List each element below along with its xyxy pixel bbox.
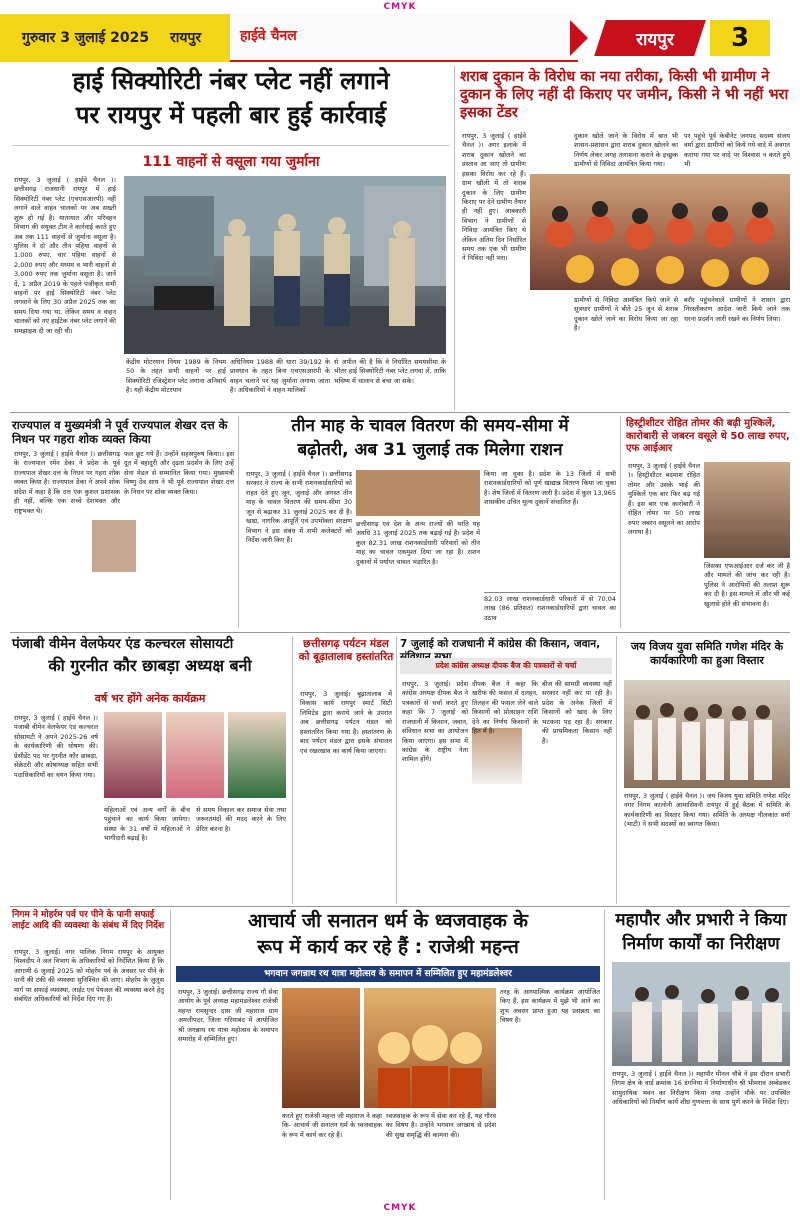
story-tomar-headline: हिस्ट्रीशीटर रोहित तोमर की बढ़ी मुश्किलें, कारोबारी से जबरन वसूले थे 50 लाख रुपए, एफ आईआर [626, 418, 790, 454]
story-liquor-photo [530, 174, 790, 290]
print-mark-bottom: CMYK [383, 1203, 417, 1213]
story-rice-photo [356, 470, 480, 516]
story-hsrp-headline-2: पर रायपुर में पहली बार हुई कार्रवाई [75, 101, 387, 129]
story-hsrp-subhead: 111 वाहनों से वसूला गया जुर्माना [142, 154, 320, 170]
story-rice-body-col2: छत्तीसगढ़ एवं देश के अन्य राज्यों की भांति यह अवधि 31 जुलाई 2025 तक बढ़ाई गई है। प्रदेश में कुल 82.31 लाख राशनकार्डधारी परिवारों को तीन माह का चावल एकमुश्त दिया जा रहा है। राशन दुकानों में पर्याप्त चावल भंडारित है। [356, 520, 480, 566]
header-city-tag-label: रायपुर [636, 30, 674, 50]
story-governor-headline: राज्यपाल व मुख्यमंत्री ने पूर्व राज्यपाल शेखर दत्त के निधन पर गहरा शोक व्यक्त किया [12, 418, 228, 447]
story-rice-headline-2: बढ़ोतरी, अब 31 जुलाई तक मिलेगा राशन [297, 440, 563, 460]
story-rajeshri-headline-2: रूप में कार्य कर रहे हैं : राजेश्री महन्त [257, 936, 519, 958]
story-hsrp-headline-block [12, 66, 450, 146]
story-ganesh-body: रायपुर, 3 जुलाई ( हाईवे चैनल )। जय विजय युवा समिति गणेश मंदिर नगर निगम कालोनी आमासिवनी रायपुर में हुई बैठक में समिति के कार्यकारिणी का विस्तार किया गया। समिति के अध्यक्ष नीलकांत वर्मा (भाटी) ने सभी सदस्यों का स्वागत किया। [624, 792, 790, 829]
story-rajeshri-subhead: भगवान जगन्नाथ रथ यात्रा महोत्सव के समापन में सम्मिलित हुए महामंडलेश्वर [176, 966, 600, 982]
column-divider [396, 636, 397, 904]
story-congress-headline: 7 जुलाई को राजधानी में कांग्रेस की किसान, जवान, [400, 638, 601, 650]
story-congress-subhead: प्रदेश कांग्रेस अध्यक्ष दीपक बैज की पत्रकारों से चर्चा [400, 658, 612, 674]
story-rajeshri-body-col1: रायपुर, 3 जुलाई। छत्तीसगढ़ राज्य गौ सेवा आयोग के पूर्व अध्यक्ष महामंडलेश्वर राजेश्री महन्त रामसुन्दर दास जी महाराज ग्राम अमलीपदर, जिला गरियाबंद में आयोजित श्री जगन्नाथ रथ यात्रा महोत्सव के समापन समारोह में सम्मिलित हुए। [178, 988, 278, 1044]
story-rajeshri-body-col2: करते हुए राजेश्री महन्त जी महाराज ने कहा कि- आचार्य जी सनातन धर्म के ध्वजवाहक के रूप में कार्य कर रहे हैं। [282, 1112, 382, 1139]
story-smartcity-headline: छत्तीसगढ़ पर्यटन मंडल को बूढ़ातालाब हस्तांतरित [298, 638, 394, 664]
header-brand-logo: हाईवे चैनल [240, 28, 297, 44]
section-divider [10, 906, 790, 907]
story-mayor-headline-1: महापौर और प्रभारी ने किया [615, 910, 787, 930]
header-city: रायपुर [170, 30, 202, 46]
header-arrow-icon [570, 20, 588, 56]
story-punjabi-body-col1: रायपुर, 3 जुलाई ( हाईवे चैनल )। पंजाबी वीमेन वेलफेयर एंड कल्चरल सोसायटी ने अपने 2025-26 वर्ष के कार्यकारिणी की घोषणा की। प्रेसीडेंट पद पर गुरनीत कौर छाबड़ा, सेक्रेटरी और कोषाध्यक्ष सहित सभी पदाधिकारियों का चयन किया गया। [14, 714, 98, 779]
column-divider [170, 910, 171, 1200]
story-water-headline: निगम ने मोहर्रम पर्व पर पीने के पानी सफाई लाईट आदि की व्यवस्था के संबंध में दिए निर्देश [12, 910, 165, 932]
column-divider [604, 910, 605, 1200]
story-smartcity-body: रायपुर, 3 जुलाई। बूढ़ातालाब में विकास कार्य रायपुर स्मार्ट सिटी लिमिटेड द्वारा कराये जाने के उपरांत अब छत्तीसगढ़ पर्यटन मंडल को हस्तांतरित किया गया है। हस्तांतरण के बाद पर्यटन मंडल द्वारा इसके संचालन एवं रखरखाव का कार्य किया जाएगा। [300, 690, 392, 755]
story-rajeshri-photo-1 [282, 988, 360, 1108]
section-divider [10, 632, 790, 633]
story-liquor-body-lower2: बरौर पहुंचनेवाले ग्रामीणों ने शासन द्वारा निरस्तीकरण आदेश जारी किये जाने तक धरना प्रदर्शन जारी रखने का निर्णय लिया। [684, 296, 790, 323]
column-divider [620, 416, 621, 628]
column-divider [292, 636, 293, 904]
story-hsrp-photo-graphic [124, 176, 446, 354]
story-punjabi-body-col2: महिलाओं एवं अन्य वर्गों के बीच पहुंचाने का कार्य किया जायेगा। संस्था के 31 वर्षों में महिलाओं ने भागीदारी बढ़ाई है। [104, 806, 190, 843]
page-header [0, 14, 800, 62]
story-punjabi-portrait-2 [166, 712, 224, 798]
story-punjabi-portrait-3 [228, 712, 286, 798]
story-liquor-photo-graphic [530, 174, 790, 290]
story-rice-table-row: 82.03 लाख राशनकार्डधारी परिवारों में से 70.04 लाख (86 प्रतिशत) राशनकार्डधारियों द्वारा चावल का उठाव [484, 592, 616, 628]
story-punjabi-body-col3: से समय निकाल कर समाज सेवा तथा जरूरतमंदों की मदद करने के लिए प्रेरित करना है। [196, 806, 286, 833]
story-water-body: रायपुर, 3 जुलाई। नगर पालिक निगम रायपुर के आयुक्त विश्वदीप ने जल विभाग के अधिकारियों को निर्देशित किया है कि आगामी 6 जुलाई 2025 को मोहर्रम पर्व के अवसर पर पीने के पानी की टंकी की व्यवस्था सुनिश्चित की जाए। मोहर्रम के जुलूस मार्ग पर सफाई व्यवस्था, लाईट एवं पेयजल की व्यवस्था करने हेतु संबंधित अधिकारियों को निर्देश दिए गए हैं। [14, 948, 164, 1004]
column-divider [454, 66, 455, 410]
story-rajeshri-body-col3: ध्वजवाहक के रूप में सेवा कर रहे हैं, यह गौरव का विषय है। उन्होंने भगवान जगन्नाथ से प्रदेश की सुख समृद्धि की कामना की। [386, 1112, 496, 1139]
story-punjabi-subhead: वर्ष भर होंगे अनेक कार्यक्रम [60, 690, 240, 708]
story-governor-body-col2: फल छूट गये हैं। उन्होंने सहस्रपुरुष किया।। इस दूत में बहादुरी और दृढ़ता प्रदर्शन के लिए उन्हें सेना मेडल से सम्मानित किया गया। मुख्यमंत्री विष्णु देव साय ने भी पूर्व राज्यपाल शेखर दत्त के निधन पर शोक व्यक्त किया। [124, 450, 234, 496]
column-divider [238, 416, 239, 628]
story-governor-portrait [92, 520, 136, 572]
section-divider [10, 412, 790, 413]
story-ganesh-headline: जय विजय युवा समिति गणेश मंदिर के कार्यकारिणी का हुआ विस्तार [630, 640, 784, 667]
story-congress-body-col2: दीपक बैज ने कहा कि खरीफ की फसल में दलहन, तिलहन की फसल लेने वाले किसानों को प्रोत्साहन राशि देने का निर्णय किसानों के हित में है। [472, 680, 538, 736]
story-congress-body-col1: रायपुर, 3 जुलाई। प्रदेश कांग्रेस अध्यक्ष दीपक बैज ने पत्रकारों से चर्चा करते हुए कहा कि 7 जुलाई को राजधानी में किसान, जवान, संविधान सभा का आयोजन किया जाएगा। इस सभा में कांग्रेस के राष्ट्रीय नेता शामिल होंगे। [402, 680, 468, 764]
story-liquor-body-col1: रायपुर, 3 जुलाई ( हाईवे चैनल )। अगर इलाके में शराब दुकान खोलने का प्रस्ताव आ जाए तो ग्रामीण इसका विरोध कर रहे हैं। ग्राम खौली में तो शराब दुकान के लिए ग्रामीण किराए पर देने ग्रामीण तैयार ही नहीं हुए। आबकारी विभाग ने ग्रामीणों से निविदा आमंत्रित किए थे लेकिन अंतिम दिन निर्धारित समय तक एक भी ग्रामीण ने निविदा नहीं भरा। [462, 132, 526, 263]
story-tomar-portrait [704, 462, 790, 558]
story-liquor-headline: शराब दुकान के विरोध का नया तरीका, किसी भी ग्रामीण ने दुकान के लिए नहीं दी किराए पर जमीन, किसी ने भी नहीं भरा इसका टेंडर [460, 69, 789, 122]
story-hsrp-body-col1: रायपुर, 3 जुलाई ( हाईवे चैनल )। छत्तीसगढ़ राजधानी रायपुर में हाई सिक्योरिटी नंबर प्लेट (एचएसआरपी) नहीं लगाने वाले वाहन चालकों पर अब सख्ती शुरू हो गई है। यातायात और परिवहन विभाग की संयुक्त टीम ने कार्रवाई करते हुए अब तक 111 वाहनों से जुर्माना वसूला है। पुलिस ने दो और तीन पहिया वाहनों से 1,000 रुपए, चार पहिया वाहनों से 2,000 रुपए और मध्यम व भारी वाहनों से 3,000 रुपए तक जुर्माना वसूला है। जानें दें, 1 अप्रैल 2019 के पहले पंजीकृत सभी वाहनों पर हाई सिक्योरिटी नंबर प्लेट लगवाने के लिए 30 अप्रैल 2025 तक का समय दिया गया था, लेकिन समय व वाहन चालकों को नए हाईटेक नंबर प्लेट लगाने की समझाइश दी जा रही थी। [14, 176, 116, 335]
story-rice-headline-1: तीन माह के चावल वितरण की समय-सीमा में [291, 416, 569, 436]
story-hsrp-photo [124, 176, 446, 354]
print-mark-top: CMYK [383, 2, 417, 12]
story-rice-body-col3: किया जा चुका है। प्रदेश के 13 जिलों में सभी राशनकार्डधारियों को पूर्ण खाद्यान्न वितरण किया जा चुका है। शेष जिलों में वितरण जारी है। प्रदेश में कुल 13,965 शासकीय उचित मूल्य दुकानें संचालित हैं। [484, 470, 616, 507]
story-mayor-photo-graphic [612, 962, 790, 1066]
story-punjabi-portrait-1 [104, 712, 162, 798]
story-rajeshri-photo-2 [364, 988, 496, 1108]
header-date: गुरुवार 3 जुलाई 2025 [22, 30, 150, 46]
story-liquor-body-col3: पर पहुंचे पूर्व केबीनेट जनपद सदस्य संजय वर्मा द्वारा ग्रामीणों को किये गये वादे में अवगत कराया गया पर वादे पर विश्वास न करते हुये भी [684, 132, 790, 169]
story-punjabi-headline-1: पंजाबी वीमेन वेलफेयर एंड कल्चरल सोसायटी [12, 636, 234, 652]
story-rice-body-col1: रायपुर, 3 जुलाई ( हाईवे चैनल )। छत्तीसगढ़ सरकार ने राज्य के सभी राशनकार्डधारियों को राहत देते हुए जून, जुलाई और अगस्त तीन माह के चावल वितरण की समय-सीमा 30 जून से बढ़ाकर 31 जुलाई 2025 कर दी है। खाद्य, नागरिक आपूर्ति एवं उपभोक्ता संरक्षण विभाग ने इस संबंध में सभी कलेक्टरों को निर्देश जारी किए हैं। [246, 470, 352, 544]
story-ganesh-photo [624, 680, 790, 788]
story-mayor-photo [612, 962, 790, 1066]
story-rajeshri-body-col4: तरह के आध्यात्मिक कार्यक्रम आयोजित किए हैं, इस कार्यक्रम में मुझे भी आने का शुभ अवसर प्राप्त हुआ यह प्रसन्नता का विषय है। [500, 988, 600, 1025]
story-tomar-body-col2: जिसका एफआईआर दर्ज कर ली है और मामले की जांच कर रही है। पुलिस ने आरोपियों की तलाश शुरू कर दी है। इस मामले में और भी कई खुलासे होने की संभावना है। [704, 562, 790, 608]
story-tomar-body-col1: रायपुर, 3 जुलाई ( हाईवे चैनल )। हिस्ट्रीशीटर बदमाश रोहित तोमर और उसके भाई की मुश्किलें एक बार फिर बढ़ गई हैं। इस बार एक कारोबारी ने रोहित तोमर पर 50 लाख रुपए जबरन वसूलने का आरोप लगाया है। [628, 462, 700, 536]
story-hsrp-body-col3: अधिनियम 1988 की धारा 39/192 के प्रावधान के तहत बिना एचएसआरपी के वाहन चलाने पर यह जुर्माना लगाया जाता है। अधिकारियों ने वाहन मालिकों [230, 358, 330, 395]
story-congress-body-col3: बीज की सामग्री व्यवस्था नहीं सरकार नहीं कर पा रही है। प्रदेश के अनेक जिलों में किसानों को खाद के लिए भटकना पड़ रहा है। सरकार की प्राथमिकता किसान नहीं है। [542, 680, 612, 745]
story-governor-body-col1: रायपुर, 3 जुलाई ( हाईवे चैनल )। छत्तीसगढ़ के राज्यपाल रमेन डेका ने प्रदेश के पूर्व राज्यपाल शेखर दत्त के निधन पर गहरा शोक व्यक्त किया है। राज्यपाल डेका ने अपने शोक संदेश में कहा है कि दत्त एक कुशल प्रशासक ही नहीं, बल्कि एक सच्चे देशभक्त और राष्ट्रभक्त थे। [14, 450, 120, 515]
story-liquor-body-lower1: ग्रामीणों से निविदा आमंत्रित किये जाने से सूत्रधार ग्रामीणों ने बीते 25 जून से शराब दुकान खोले जाने का विरोध किया जा रहा है। [574, 296, 678, 333]
story-hsrp-body-col2: केंद्रीय मोटरयान नियम 1989 के नियम 50 के तहत सभी वाहनों पर हाई सिक्योरिटी रजिस्ट्रेशन प्लेट लगाना अनिवार्य है। यही केंद्रीय मोटरयान [126, 358, 226, 395]
story-hsrp-body-col4: से अपील की है कि वे निर्धारित समयसीमा के भीतर हाई सिक्योरिटी नंबर प्लेट लगवा लें, ताकि भविष्य में चालान से बचा जा सके। [334, 358, 446, 385]
story-mayor-body: रायपुर, 3 जुलाई ( हाईवे चैनल )। महापौर मीनल चौबे ने इस दौरान प्रभारी निगम क्षेत्र के वार्ड क्रमांक 16 डंगनिया में निर्माणाधीन श्री भीमराव अम्बेडकर सामुदायिक भवन का निरीक्षण किया तथा उन्होंने मौके पर उपस्थित अधिकारियों को निर्माण कार्य शीघ्र गुणवत्ता के साथ पूर्ण करने के निर्देश दिए। [612, 1070, 790, 1107]
story-rajeshri-headline-1: आचार्य जी सनातन धर्म के ध्वजवाहक के [247, 910, 529, 932]
story-rajeshri-photo-graphic [364, 988, 496, 1108]
page-number: 3 [710, 20, 770, 56]
story-mayor-headline-2: निर्माण कार्यों का निरीक्षण [622, 934, 780, 954]
story-ganesh-photo-graphic [624, 680, 790, 788]
column-divider [616, 636, 617, 904]
story-liquor-body-col2: दुकान खोले जाने के विरोध में बात भी शासन-प्रशासन द्वारा शराब दुकान खोलने का निर्णय लेकर जगह तलाशना कराने के इच्छुक ग्रामीणों से निविदा आमंत्रित किया गया। [574, 132, 678, 169]
story-hsrp-headline-1: हाई सिक्योरिटी नंबर प्लेट नहीं लगाने [72, 67, 390, 95]
story-punjabi-headline-2: की गुरनीत कौर छाबड़ा अध्यक्ष बनी [48, 656, 252, 675]
